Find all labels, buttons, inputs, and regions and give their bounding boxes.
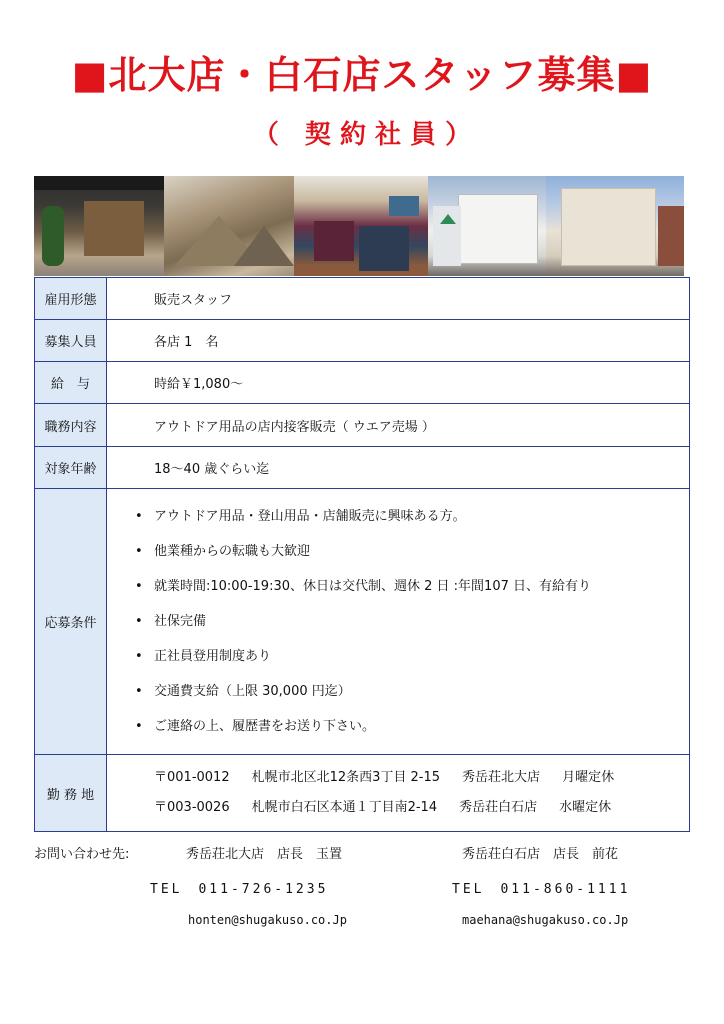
recruitment-table bbox=[34, 277, 690, 832]
row-value: 時給￥1,080～ bbox=[107, 362, 690, 404]
bullet-icon: • bbox=[135, 509, 143, 524]
row-value: アウトドア用品の店内接客販売（ ウエア売場 ） bbox=[107, 404, 690, 447]
closed-day: 月曜定休 bbox=[562, 770, 615, 785]
page-title: ■北大店・白石店スタッフ募集■ bbox=[71, 53, 653, 97]
photo-apparel-floor bbox=[294, 176, 428, 276]
table-row bbox=[35, 320, 690, 362]
table-row bbox=[35, 278, 690, 320]
table-row bbox=[35, 447, 690, 489]
postal-code: 〒003-0026 bbox=[154, 800, 230, 815]
table-row-conditions bbox=[35, 489, 690, 755]
contact-shiroishi-email[interactable]: maehana@shugakuso.co.Jp bbox=[462, 913, 629, 927]
page-subtitle: （ 契 約 社 員 ） bbox=[252, 120, 472, 150]
row-label: 職務内容 bbox=[35, 404, 107, 447]
photo-store-interior bbox=[34, 176, 164, 276]
contact-label: お問い合わせ先: bbox=[34, 847, 130, 862]
location-cell bbox=[107, 755, 690, 832]
photo-tent-display bbox=[164, 176, 294, 276]
row-label: 勤 務 地 bbox=[35, 755, 107, 832]
table-row bbox=[35, 404, 690, 447]
list-item: • 交通費支給（上限 30,000 円迄） bbox=[107, 674, 689, 709]
location-shiroishi bbox=[107, 793, 689, 823]
row-value: 各店 1 名 bbox=[107, 320, 690, 362]
contact-north-tel: TEL 011-726-1235 bbox=[150, 882, 329, 897]
bullet-icon: • bbox=[135, 579, 143, 594]
bullet-icon: • bbox=[135, 614, 143, 629]
contact-shiroishi-name: 秀岳荘白石店 店長 前花 bbox=[462, 847, 619, 862]
address: 札幌市北区北12条西3丁目 2-15 bbox=[251, 770, 441, 785]
contact-north-name: 秀岳荘北大店 店長 玉置 bbox=[186, 847, 343, 862]
store-name: 秀岳荘白石店 bbox=[459, 800, 538, 815]
list-item: • 就業時間:10:00-19:30、休日は交代制、週休 2 日 :年間107 日、有給有り bbox=[107, 569, 689, 604]
bullet-icon: • bbox=[135, 719, 143, 734]
bullet-icon: • bbox=[135, 649, 143, 664]
row-label: 対象年齢 bbox=[35, 447, 107, 489]
photo-north-store-building bbox=[428, 176, 546, 276]
list-item: • 社保完備 bbox=[107, 604, 689, 639]
row-label: 応募条件 bbox=[35, 489, 107, 755]
store-name: 秀岳荘北大店 bbox=[462, 770, 541, 785]
table-row bbox=[35, 362, 690, 404]
closed-day: 水曜定休 bbox=[559, 800, 612, 815]
row-label: 募集人員 bbox=[35, 320, 107, 362]
postal-code: 〒001-0012 bbox=[154, 770, 230, 785]
conditions-cell bbox=[107, 489, 690, 755]
conditions-list bbox=[107, 499, 689, 744]
photo-strip bbox=[34, 176, 684, 276]
location-north bbox=[107, 763, 689, 793]
list-item: • 他業種からの転職も大歓迎 bbox=[107, 534, 689, 569]
row-value: 販売スタッフ bbox=[107, 278, 690, 320]
list-item: • 正社員登用制度あり bbox=[107, 639, 689, 674]
bullet-icon: • bbox=[135, 544, 143, 559]
table-row-location bbox=[35, 755, 690, 832]
row-label: 給 与 bbox=[35, 362, 107, 404]
row-value: 18～40 歳ぐらい迄 bbox=[107, 447, 690, 489]
contact-shiroishi-tel: TEL 011-860-1111 bbox=[452, 882, 631, 897]
photo-shiroishi-store-building bbox=[546, 176, 684, 276]
list-item: • アウトドア用品・登山用品・店舗販売に興味ある方。 bbox=[107, 499, 689, 534]
bullet-icon: • bbox=[135, 684, 143, 699]
row-label: 雇用形態 bbox=[35, 278, 107, 320]
contact-north-email[interactable]: honten@shugakuso.co.Jp bbox=[188, 913, 347, 927]
list-item: • ご連絡の上、履歴書をお送り下さい。 bbox=[107, 709, 689, 744]
address: 札幌市白石区本通１丁目南2-14 bbox=[251, 800, 438, 815]
